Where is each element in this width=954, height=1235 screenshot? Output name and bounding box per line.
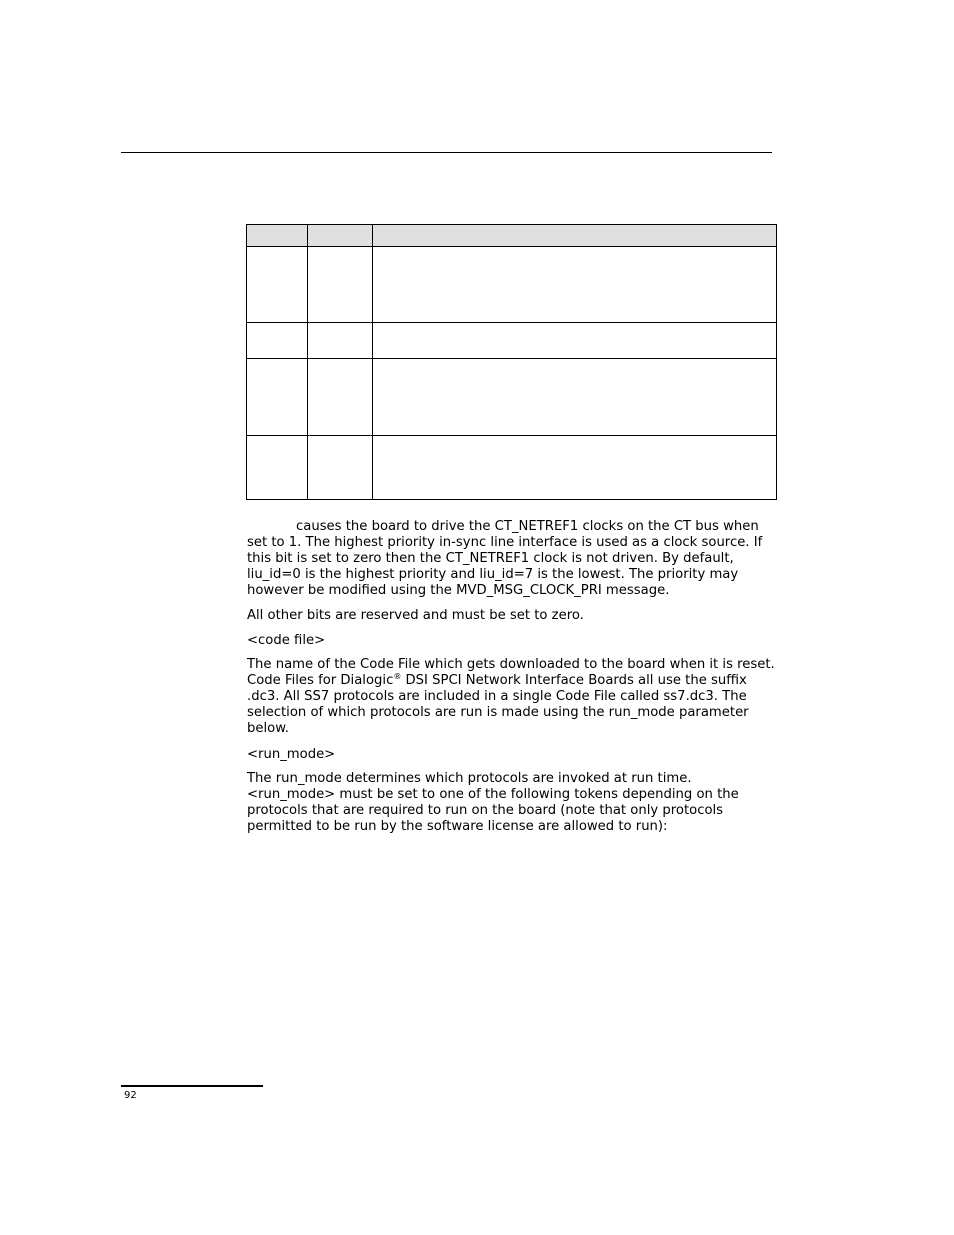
table-cell <box>308 359 373 436</box>
page-number: 92 <box>124 1090 137 1101</box>
table-header-cell <box>373 225 777 247</box>
table-header-cell <box>308 225 373 247</box>
code-file-text-part2: DSI SPCI Network Interface Boards all use the suffix .dc3. All SS7 protocols are included in a single Code File called ss7.dc3. The selection of which protocols are run is made using the run_mode parameter below. <box>247 673 749 736</box>
table-cell <box>373 436 777 500</box>
code-file-description <box>247 657 777 737</box>
table-cell <box>247 436 308 500</box>
table-row <box>247 323 777 359</box>
table-header-cell <box>247 225 308 247</box>
table-cell <box>308 436 373 500</box>
parameter-table <box>246 224 777 500</box>
table-cell <box>373 247 777 323</box>
table-cell <box>308 323 373 359</box>
reserved-bits-paragraph: All other bits are reserved and must be set to zero. <box>247 608 584 623</box>
table-cell <box>247 247 308 323</box>
clock-drive-paragraph <box>247 519 777 599</box>
table-cell <box>247 323 308 359</box>
header-rule <box>121 152 772 153</box>
table-row <box>247 359 777 436</box>
table-row <box>247 436 777 500</box>
table-cell <box>247 359 308 436</box>
code-file-text-part1: The name of the Code File which gets downloaded to the board when it is reset. Code Files for Dialogic <box>247 657 775 688</box>
code-file-heading: <code file> <box>247 633 326 648</box>
clock-drive-text: causes the board to drive the CT_NETREF1 clocks on the CT bus when set to 1. The highest priority in-sync line interface is used as a clock source. If this bit is set to zero then the CT_NETREF1 clock is not driven. By default, liu_id=0 is the highest priority and liu_id=7 is the lowest. The priority may however be modified using the MVD_MSG_CLOCK_PRI message. <box>247 519 763 598</box>
table-cell <box>308 247 373 323</box>
table-cell <box>373 359 777 436</box>
table-row <box>247 247 777 323</box>
run-mode-heading: <run_mode> <box>247 747 336 762</box>
registered-trademark: ® <box>393 672 402 681</box>
footer-rule <box>121 1085 263 1087</box>
run-mode-description: The run_mode determines which protocols are invoked at run time. <run_mode> must be set to one of the following tokens depending on the protocols that are required to run on the board (note that only protocols permitted to be run by the software license are allowed to run): <box>247 771 739 834</box>
table-cell <box>373 323 777 359</box>
table-header-row <box>247 225 777 247</box>
